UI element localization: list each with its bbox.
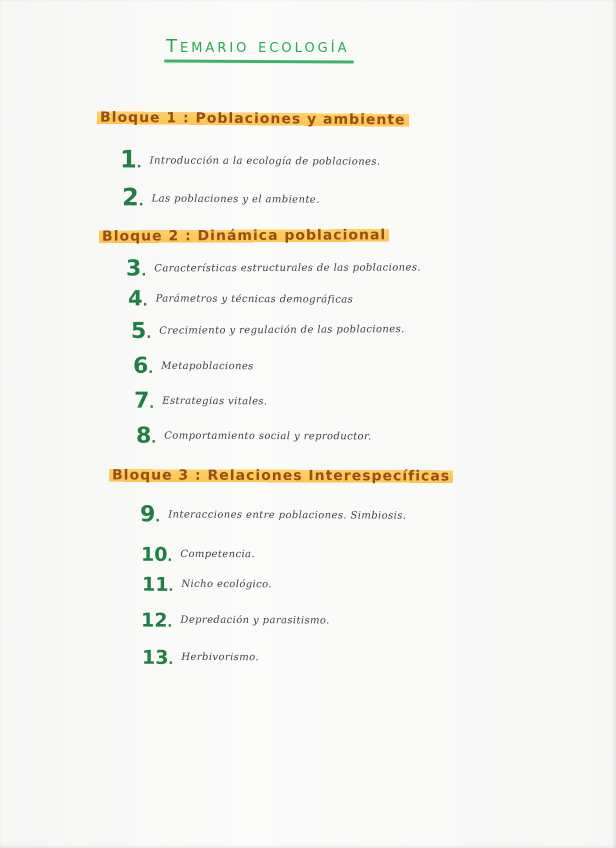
item-number: 8 — [135, 423, 152, 449]
block-heading-1: Bloque 1 : Poblaciones y ambiente — [97, 110, 409, 129]
list-item: 10. $^{Competencia.}$ — [140, 543, 256, 566]
item-number: 10 — [140, 543, 168, 566]
list-item: 11. $^{Nicho ecológico.}$ — [141, 573, 273, 596]
list-item: 7. $^{Estrategias vitales.}$ — [133, 388, 268, 414]
list-item: 1. $^{Introducción a la ecología de poblaciones.}$ — [119, 145, 381, 174]
item-text: Interacciones entre poblaciones. Simbiosis. — [168, 509, 407, 522]
list-item: 8. $^{Comportamiento social y reproductor.}$ — [135, 423, 372, 449]
list-item: 6. $^{Metapoblaciones}$ — [132, 353, 254, 379]
item-number: 11 — [141, 573, 169, 596]
item-number: 9 — [139, 502, 156, 528]
list-item: 3. $^{Características estructurales de las poblaciones.}$ — [125, 256, 421, 282]
item-text: Estrategias vitales. — [162, 395, 268, 408]
item-text: Comportamiento social y reproductor. — [164, 430, 372, 443]
list-item: 4. $^{Parámetros y técnicas demográficas}$ — [127, 286, 354, 311]
item-number: 3 — [125, 256, 142, 282]
item-number: 5 — [130, 318, 147, 344]
item-number: 7 — [133, 388, 150, 414]
title-underline — [164, 60, 354, 64]
item-text: Parámetros y técnicas demográficas — [155, 293, 354, 306]
item-text: Metapoblaciones — [161, 360, 254, 373]
list-item: 9. $^{Interacciones entre poblaciones. Simbiosis.}$ — [139, 502, 407, 528]
list-item: 13. $^{Herbivorismo.}$ — [141, 646, 259, 669]
item-text: Nicho ecológico. — [181, 578, 273, 591]
list-item: 12. $^{Depredación y parasitismo.}$ — [140, 609, 330, 632]
list-item: 5. $^{Crecimiento y regulación de las poblaciones.}$ — [130, 318, 405, 344]
item-text: Crecimiento y regulación de las poblaciones. — [159, 324, 405, 337]
item-text: Herbivorismo. — [181, 651, 259, 664]
item-number: 12 — [140, 609, 168, 632]
list-item: 2. $^{Las poblaciones y el ambiente.}$ — [121, 183, 320, 212]
item-number: 2 — [121, 183, 139, 212]
item-text: Características estructurales de las poblaciones. — [154, 262, 421, 275]
item-text: Introducción a la ecología de poblaciones. — [149, 155, 381, 168]
item-number: 4 — [127, 286, 143, 311]
item-text: Competencia. — [180, 548, 256, 561]
item-text: Las poblaciones y el ambiente. — [151, 193, 320, 206]
item-number: 6 — [132, 353, 149, 379]
page-title: Temario ecología — [166, 36, 350, 57]
item-number: 1 — [119, 145, 137, 174]
block-heading-3: Bloque 3 : Relaciones Interespecíficas — [109, 467, 453, 484]
item-number: 13 — [141, 646, 169, 669]
item-text: Depredación y parasitismo. — [180, 614, 330, 627]
block-heading-2: Bloque 2 : Dinámica poblacional — [99, 227, 389, 245]
